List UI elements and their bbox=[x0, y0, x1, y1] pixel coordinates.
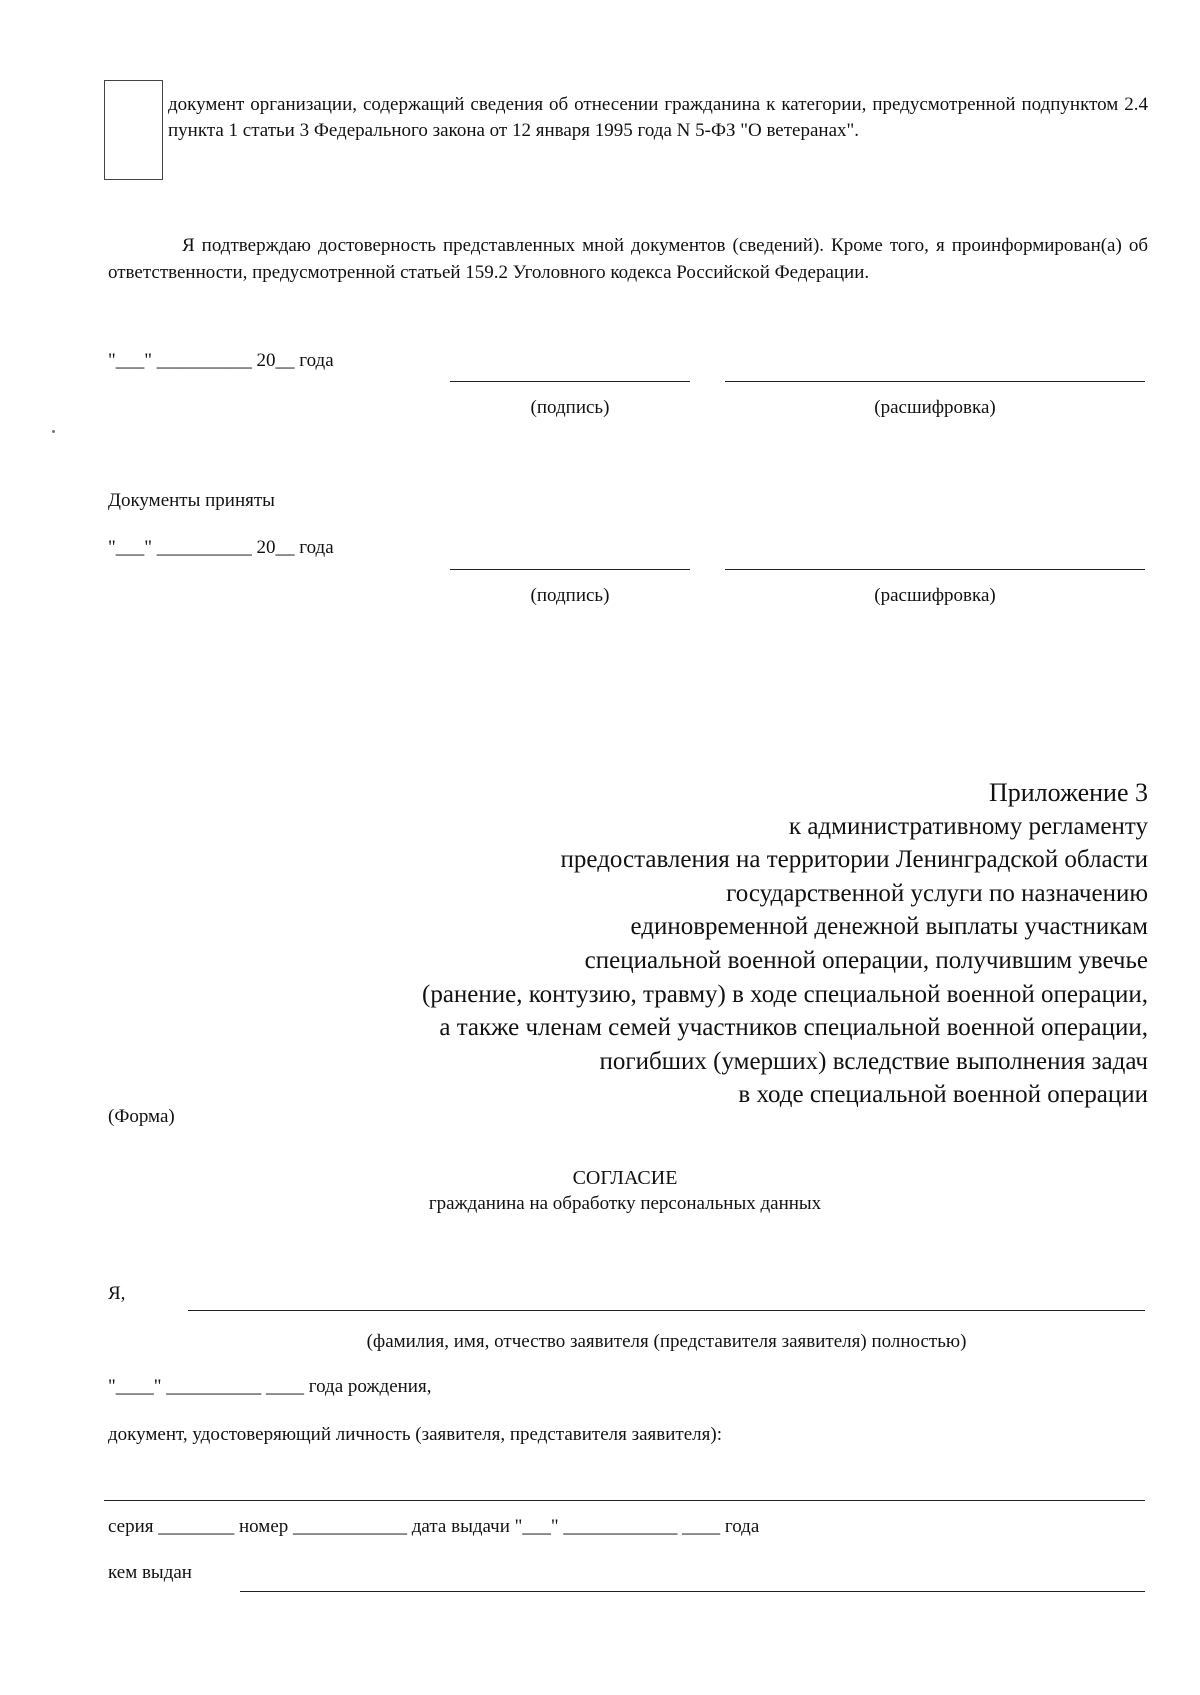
checkbox-description: документ организации, содержащий сведения об отнесении гражданина к категории, предусмотренной подпунктом 2.4 пункта 1 статьи 3 Федерального закона от 12 января 1995 года N 5-ФЗ "О ветеранах". bbox=[168, 94, 1148, 141]
date-field-2: "___" __________ 20__ года bbox=[108, 537, 334, 558]
appendix-title: Приложение 3 bbox=[988, 778, 1148, 807]
birth-date-field: "____" __________ ____ года рождения, bbox=[108, 1376, 432, 1397]
appendix-line: единовременной денежной выплаты участникам bbox=[630, 913, 1148, 941]
issued-by-line[interactable] bbox=[240, 1591, 1145, 1592]
decoding-line-2 bbox=[725, 569, 1145, 570]
fio-caption: (фамилия, имя, отчество заявителя (представителя заявителя) полностью) bbox=[366, 1331, 967, 1352]
appendix-line: специальной военной операции, получившим увечье bbox=[584, 946, 1148, 974]
decoding-line-1 bbox=[725, 381, 1145, 382]
scan-speck bbox=[52, 430, 55, 433]
id-document-line[interactable] bbox=[104, 1500, 1145, 1501]
signature-line-2 bbox=[450, 569, 690, 570]
appendix-header bbox=[422, 776, 1148, 1112]
appendix-line: к административному регламенту bbox=[788, 812, 1148, 840]
appendix-line: а также членам семей участников специальной военной операции, bbox=[439, 1014, 1148, 1042]
ya-label: Я, bbox=[108, 1283, 126, 1304]
consent-subtitle: гражданина на обработку персональных данных bbox=[428, 1193, 822, 1214]
signature-caption-1: (подпись) bbox=[530, 397, 610, 418]
appendix-line: погибших (умерших) вследствие выполнения задач bbox=[599, 1047, 1148, 1075]
fio-line[interactable] bbox=[188, 1310, 1145, 1311]
series-number-field: серия ________ номер ____________ дата выдачи "___" ____________ ____ года bbox=[108, 1516, 760, 1537]
appendix-line: в ходе специальной военной операции bbox=[738, 1081, 1148, 1109]
form-label: (Форма) bbox=[108, 1106, 175, 1127]
consent-title: СОГЛАСИЕ bbox=[572, 1167, 678, 1189]
signature-caption-2: (подпись) bbox=[530, 585, 610, 606]
confirmation-paragraph: Я подтверждаю достоверность представленных мной документов (сведений). Кроме того, я проинформирован(а) об ответственности, предусмотренной статьей 159.2 Уголовного кодекса Российской Федерации. bbox=[108, 235, 1148, 283]
appendix-line: (ранение, контузию, травму) в ходе специальной военной операции, bbox=[422, 980, 1148, 1008]
signature-line-1 bbox=[450, 381, 690, 382]
date-field-1: "___" __________ 20__ года bbox=[108, 350, 334, 371]
decoding-caption-1: (расшифровка) bbox=[874, 397, 996, 418]
issued-by-label: кем выдан bbox=[108, 1562, 192, 1583]
appendix-line: предоставления на территории Ленинградской области bbox=[560, 846, 1148, 874]
appendix-line: государственной услуги по назначению bbox=[726, 879, 1148, 907]
document-checkbox[interactable] bbox=[104, 80, 163, 180]
decoding-caption-2: (расшифровка) bbox=[874, 585, 996, 606]
documents-accepted-label: Документы приняты bbox=[108, 490, 275, 511]
id-document-label: документ, удостоверяющий личность (заявителя, представителя заявителя): bbox=[108, 1424, 722, 1445]
